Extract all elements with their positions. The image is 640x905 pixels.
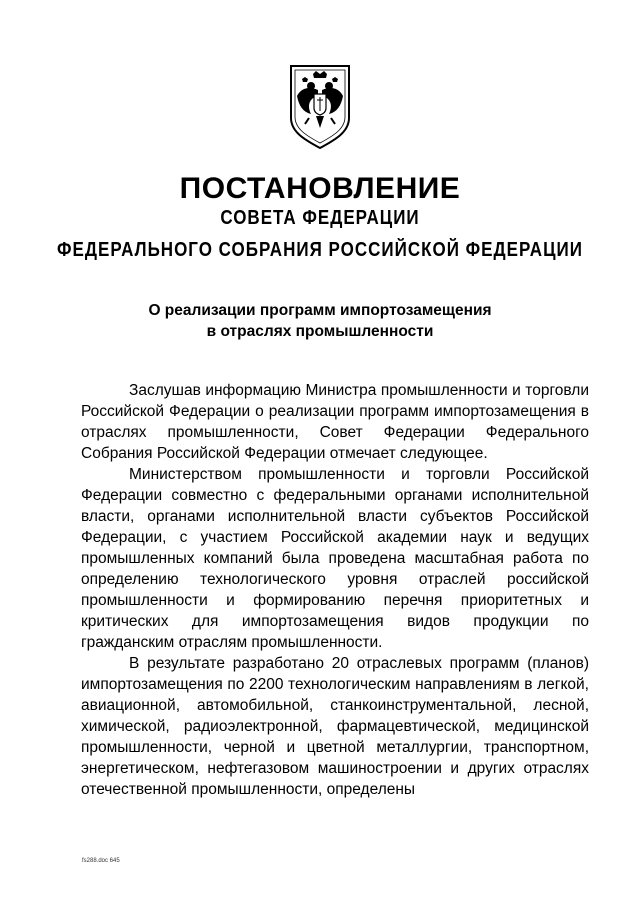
document-type-title: ПОСТАНОВЛЕНИЕ (179, 172, 461, 205)
issuer-line-1: СОВЕТА ФЕДЕРАЦИИ (220, 206, 420, 229)
file-reference: fs288.doc 645 (82, 858, 120, 864)
paragraph: Заслушав информацию Министра промышленности и торговли Российской Федерации о реализации программ импортозамещения в отраслях промышленности, Совет Федерации Федерального Собрания Российской Федерации отмечает следующее. (81, 382, 589, 462)
subject-line-1: О реализации программ импортозамещения (148, 302, 492, 319)
paragraph: В результате разработано 20 отраслевых программ (планов) импортозамещения по 2200 технологическим направлениям в легкой, авиационной, автомобильной, станкоинструментальной, лесной, химической, радиоэлектронной, фармацевтической, медицинской промышленности, черной и цветной металлургии, транспортном, энергетическом, нефтегазовом машиностроении и других отраслях отечественной промышленности, определены (81, 655, 589, 798)
document-body (81, 380, 589, 800)
subject-line-2: в отраслях промышленности (206, 323, 434, 340)
coat-of-arms-icon (285, 62, 355, 150)
paragraph: Министерством промышленности и торговли Российской Федерации совместно с федеральными органами исполнительной власти, органами исполнительной власти субъектов Российской Федерации, с участием Российской академии наук и ведущих промышленных компаний была проведена масштабная работа по определению технологического уровня отраслей российской промышленности и формированию перечня приоритетных и критических для импортозамещения видов продукции по гражданским отраслям промышленности. (81, 466, 589, 651)
issuer-line-2: ФЕДЕРАЛЬНОГО СОБРАНИЯ РОССИЙСКОЙ ФЕДЕРАЦИИ (57, 238, 583, 261)
